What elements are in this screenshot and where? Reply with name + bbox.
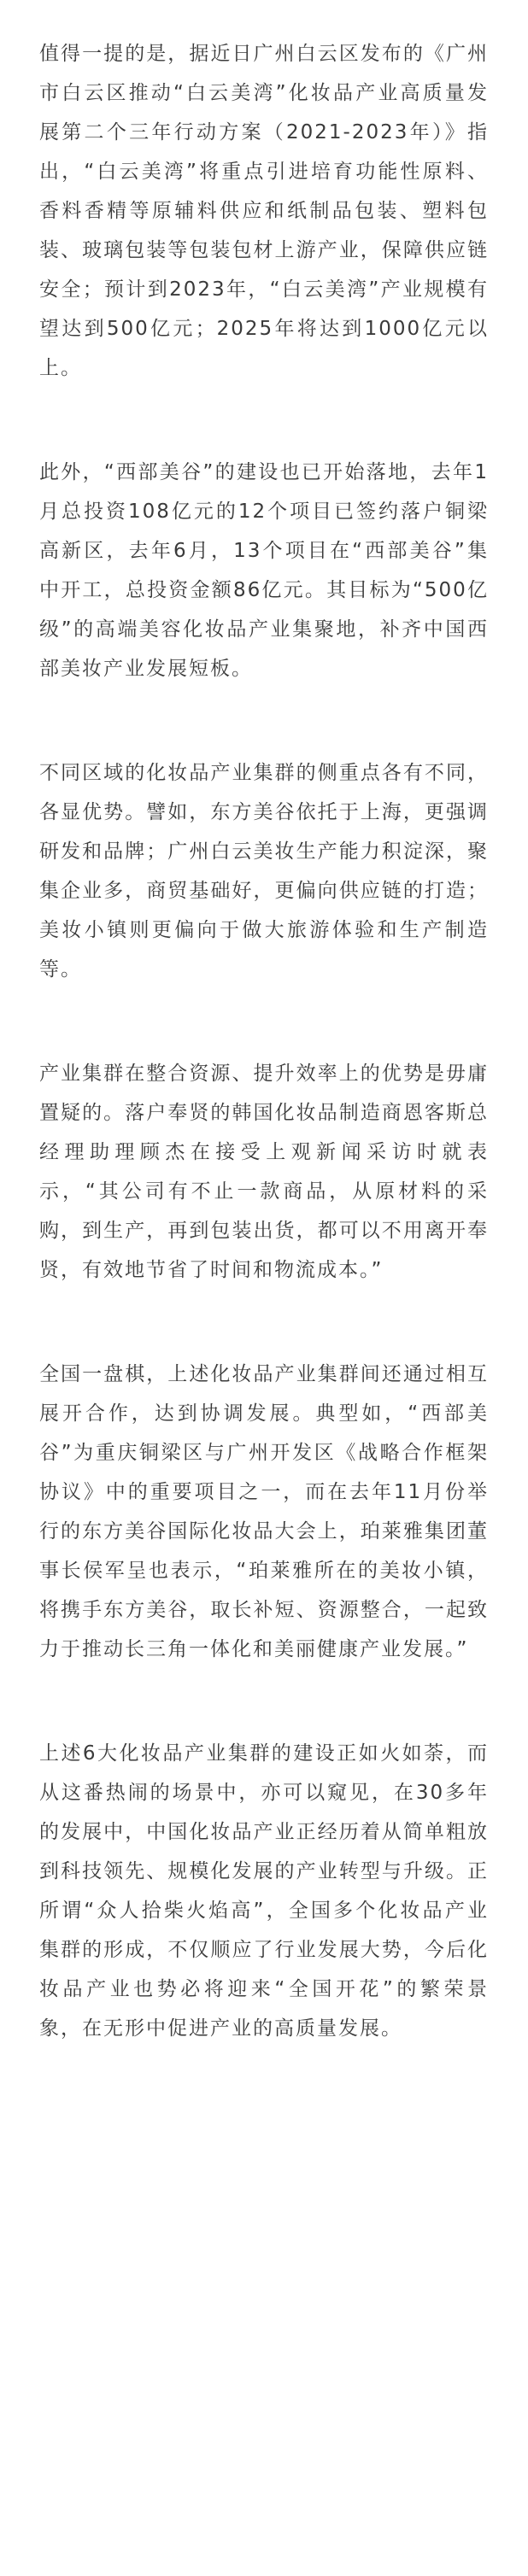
article-body: [39, 34, 489, 2048]
paragraph-coordinated-development: 全国一盘棋，上述化妆品产业集群间还通过相互展开合作，达到协调发展。典型如，“西部美谷”为重庆铜梁区与广州开发区《战略合作框架协议》中的重要项目之一，而在去年11月份举行的东方美谷国际化妆品大会上，珀莱雅集团董事长侯军呈也表示，“珀莱雅所在的美妆小镇，将携手东方美谷，取长补短、资源整合，一起致力于推动长三角一体化和美丽健康产业发展。”: [39, 1363, 489, 1660]
paragraph-xibu-meigu: 此外，“西部美谷”的建设也已开始落地，去年1月总投资108亿元的12个项目已签约落户铜梁高新区，去年6月，13个项目在“西部美谷”集中开工，总投资金额86亿元。其目标为“500亿级”的高端美容化妆品产业集聚地，补齐中国西部美妆产业发展短板。: [39, 461, 489, 680]
paragraph-cluster-advantages: 产业集群在整合资源、提升效率上的优势是毋庸置疑的。落户奉贤的韩国化妆品制造商恩客斯总经理助理顾杰在接受上观新闻采访时就表示，“其公司有不止一款商品，从原材料的采购，到生产，再到包装出货，都可以不用离开奉贤，有效地节省了时间和物流成本。”: [39, 1063, 489, 1281]
paragraph-regional-strengths: 不同区域的化妆品产业集群的侧重点各有不同，各显优势。譬如，东方美谷依托于上海，更强调研发和品牌；广州白云美妆生产能力积淀深，聚集企业多，商贸基础好，更偏向供应链的打造；美妆小镇则更偏向于做大旅游体验和生产制造等。: [39, 762, 489, 981]
paragraph-industry-upgrade: 上述6大化妆品产业集群的建设正如火如荼，而从这番热闹的场景中，亦可以窥见，在30多年的发展中，中国化妆品产业正经历着从简单粗放到科技领先、规模化发展的产业转型与升级。正所谓“众人拾柴火焰高”，全国多个化妆品产业集群的形成，不仅顺应了行业发展大势，今后化妆品产业也势必将迎来“全国开花”的繁荣景象，在无形中促进产业的高质量发展。: [39, 1742, 489, 2040]
paragraph-baiyun-meiwan: 值得一提的是，据近日广州白云区发布的《广州市白云区推动“白云美湾”化妆品产业高质量发展第二个三年行动方案（2021-2023年）》指出，“白云美湾”将重点引进培育功能性原料、香料香精等原辅料供应和纸制品包装、塑料包装、玻璃包装等包装包材上游产业，保障供应链安全；预计到2023年，“白云美湾”产业规模有望达到500亿元；2025年将达到1000亿元以上。: [39, 43, 489, 379]
